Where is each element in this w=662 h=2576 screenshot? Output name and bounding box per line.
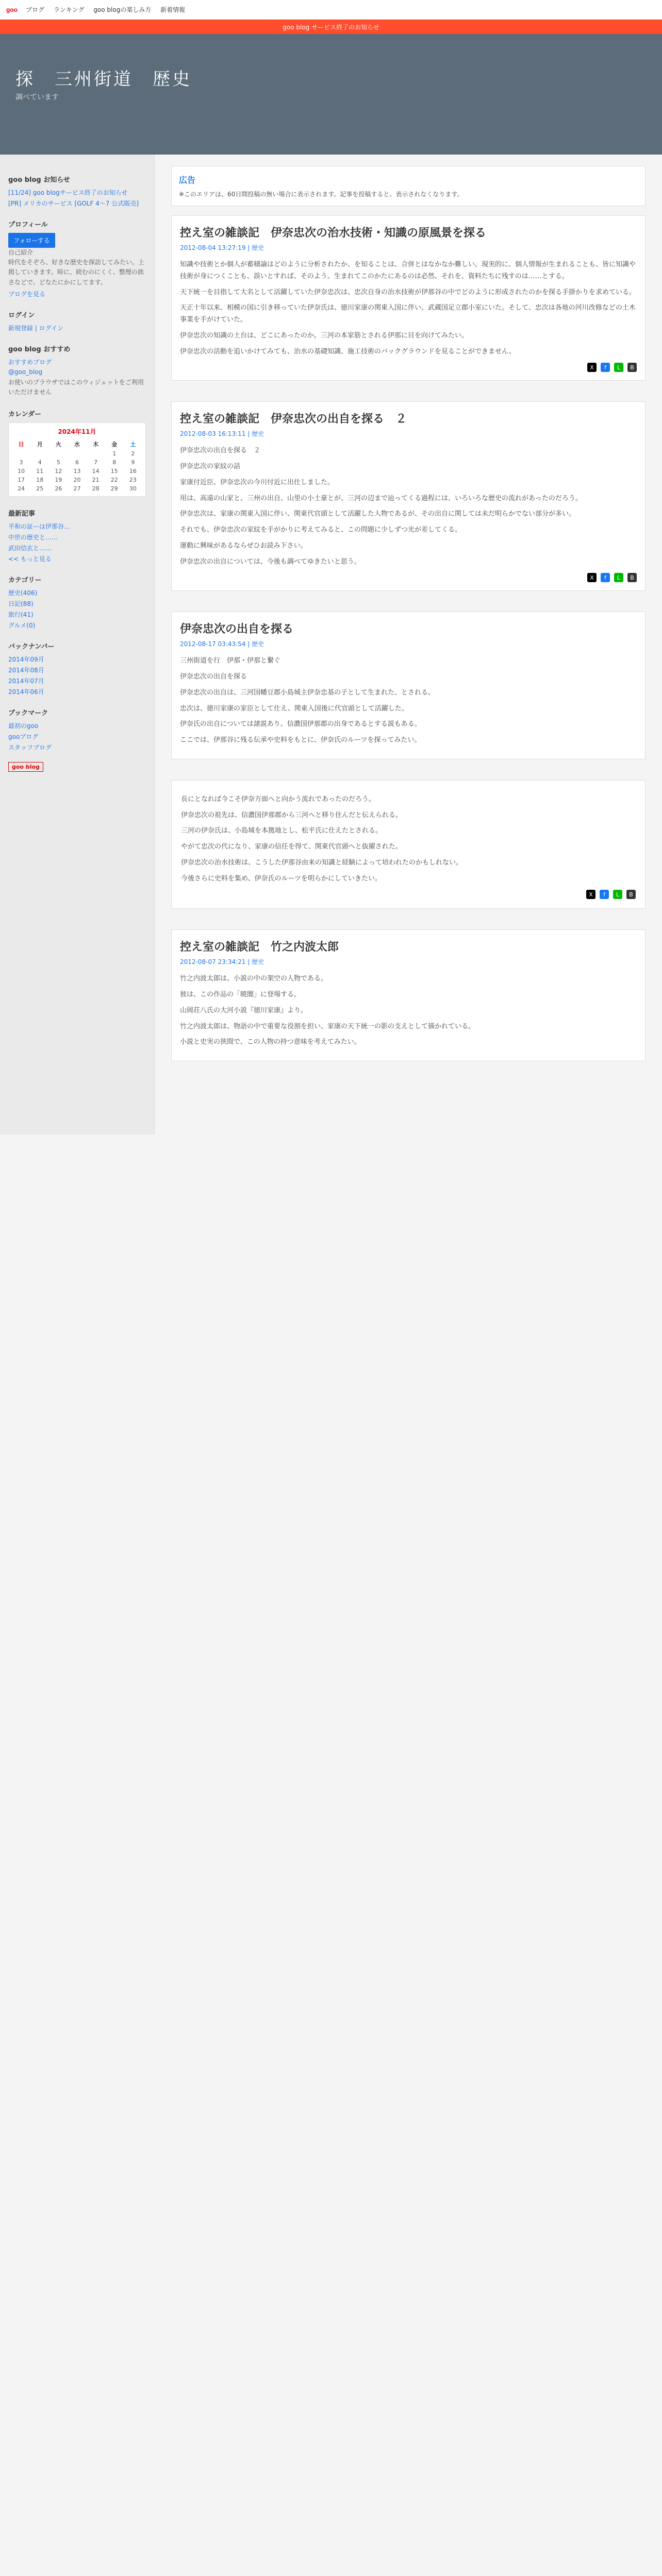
entry-paragraph: 知識や技術とか個人が蓄積論はどのように分析されたか、を知ることは、合併とはなかなか難しい。現実的に、個人情報が生まれることも、皆に知識や技術が身につくことも、誤いとすれば、そのよう。生まれてこのかたにあるのは必然、それを、資料たちに残すのは……とする。 xyxy=(180,261,636,280)
entry-paragraph: 竹之内波太郎は、物語の中で重要な役割を担い、家康の天下統一の影の支えとして描かれている。 xyxy=(180,1022,475,1030)
calendar-dow: 土 xyxy=(130,441,136,448)
goo-notice-heading: goo blog お知らせ xyxy=(8,176,70,184)
entry-paragraph: 伊奈忠次の治水技術は、こうした伊那谷由来の知識と経験によって培われたのかもしれない。 xyxy=(181,858,463,867)
calendar-day: 26 xyxy=(55,485,62,493)
bottom-logo xyxy=(8,763,146,771)
calendar-day: 12 xyxy=(55,468,62,475)
entry-paragraph: 三州街道を行 伊那・伊那と繋ぐ xyxy=(180,657,281,665)
ad-label: 広告 xyxy=(179,175,196,185)
top-link-0[interactable]: ブログ xyxy=(26,6,45,13)
bottom-logo-text: goo blog xyxy=(8,762,43,772)
calendar-dow: 火 xyxy=(55,441,61,448)
osusume-link-0[interactable]: おすすめブログ xyxy=(8,358,52,366)
bookmark-heading: ブックマーク xyxy=(8,709,48,718)
entry-paragraph: 伊奈忠次の知識の土台は、どこにあったのか。三河の本家筋とされる伊那に目を向けてみたい。 xyxy=(180,331,468,340)
service-end-notice[interactable] xyxy=(0,20,662,34)
bookmark-link-1[interactable]: gooブログ xyxy=(8,733,39,741)
entry-paragraph: 伊奈忠次の出自を探る ２ xyxy=(180,447,261,455)
entry-paragraph: 彼は、この作品の「暁闇」に登場する。 xyxy=(180,991,301,998)
calendar-day: 3 xyxy=(19,459,23,466)
calendar-day: 10 xyxy=(18,468,25,475)
entry-title[interactable]: 控え室の雑談記 伊奈忠次の出自を探る ２ xyxy=(180,413,407,426)
profile-name: 自己紹介 xyxy=(8,249,34,256)
entry-body xyxy=(180,445,637,568)
profile-heading: プロフィール xyxy=(8,221,48,229)
calendar-day xyxy=(50,450,67,457)
sidebar xyxy=(0,155,155,1134)
entry-paragraph: やがて忠次の代になり、家康の信任を得て、関東代官頭へと抜擢された。 xyxy=(181,843,402,851)
top-link-3[interactable]: 新着情報 xyxy=(160,6,186,13)
entry-paragraph: 天下統一を目指して大名として活躍していた伊奈忠次は、忠次自身の治水技術が伊那谷の中でどのように形成されたのかを探る手掛かりを求めている。 xyxy=(180,288,636,296)
calendar-day xyxy=(13,450,29,457)
facebook-share-icon[interactable]: f xyxy=(601,573,610,582)
share-tools xyxy=(181,890,636,899)
entry-paragraph: 天正十年以来、相模の国に引き移っていた伊奈氏は、徳川家康の関東入国に伴い、武蔵国足立郡小室にいた。そして、忠次は各地の河川改修などの土木事業を手がけていた。 xyxy=(180,304,636,324)
calendar-day: 7 xyxy=(94,459,98,466)
calendar-day: 1 xyxy=(112,450,117,457)
entry-body xyxy=(181,794,636,885)
entry-paragraph: 竹之内波太郎は、小説の中の架空の人物である。 xyxy=(180,975,328,983)
category-heading: カテゴリー xyxy=(8,577,42,585)
entry-paragraph: 山岡荘八氏の大河小説『徳川家康』より。 xyxy=(180,1006,308,1014)
calendar-day xyxy=(69,450,85,457)
hatena-share-icon[interactable]: B xyxy=(627,363,637,372)
calendar-day: 21 xyxy=(92,477,100,484)
calendar-day xyxy=(31,450,48,457)
x-share-icon[interactable]: X xyxy=(587,573,597,582)
blog-subtitle: 調べています xyxy=(15,93,59,101)
recent-heading: 最新記事 xyxy=(8,510,36,518)
entry-1 xyxy=(171,401,646,591)
goo-notice-item-0[interactable]: [11/24] goo blogサービス終了のお知らせ xyxy=(8,189,128,196)
entry-paragraph: 長にとなれば今こそ伊奈方面へと向かう流れであったのだろう。 xyxy=(181,795,375,803)
top-link-1[interactable]: ランキング xyxy=(53,6,85,13)
calendar-dow: 日 xyxy=(18,441,24,448)
calendar-day: 19 xyxy=(55,477,62,484)
entry-paragraph: 伊奈忠次の祖先は、信濃国伊那郡から三河へと移り住んだと伝えられる。 xyxy=(181,811,403,819)
main-content xyxy=(155,155,662,1134)
entry-paragraph: 用は、高遠の山家と、三州の出自、山里の小土豪とが、三河の辺まで辿ってくる過程には、いろいろな歴史の流れがあったのだろう。 xyxy=(180,494,582,502)
entry-paragraph: 伊奈忠次の活動を追いかけてみても、治水の基礎知識、施工技術のバックグラウンドを見ることができません。 xyxy=(180,347,516,355)
entry-3 xyxy=(171,780,646,909)
recent-item-1[interactable]: 中世の歴史と…… xyxy=(8,534,58,541)
entry-paragraph: 小説と史実の狭間で、この人物の持つ意味を考えてみたい。 xyxy=(180,1038,361,1046)
hatena-share-icon[interactable]: B xyxy=(627,573,637,582)
calendar-day: 24 xyxy=(18,485,25,493)
category-link-2[interactable]: 旅行(41) xyxy=(8,611,34,619)
entry-4 xyxy=(171,929,646,1061)
osusume-text: お使いのブラウザではこのウィジェットをご利用いただけません xyxy=(8,378,144,396)
entry-date: 2012-08-07 23:34:21 | 歴史 xyxy=(180,958,264,966)
service-end-notice-text[interactable]: goo blog サービス終了のお知らせ xyxy=(283,23,379,31)
ad-text: ※このエリアは、60日間投稿の無い場合に表示されます。記事を投稿すると、表示されなくなります。 xyxy=(179,191,464,198)
goo-logo[interactable]: goo xyxy=(6,6,18,13)
share-tools xyxy=(180,573,637,582)
calendar-day: 17 xyxy=(18,477,25,484)
top-link-2[interactable]: goo blogの楽しみ方 xyxy=(93,6,152,13)
profile-text: 時代をそぞろ、好きな歴史を探訪してみたい。上掲していきます。時に、続むのにくく、整理の拙さなどで、どなたにかにしてます。 xyxy=(8,259,145,286)
calendar-day: 8 xyxy=(112,459,117,466)
line-share-icon[interactable]: L xyxy=(614,573,623,582)
blog-title: 探 三州街道 歴史 xyxy=(15,69,192,90)
x-share-icon[interactable]: X xyxy=(586,890,595,899)
hatena-share-icon[interactable]: B xyxy=(626,890,636,899)
facebook-share-icon[interactable]: f xyxy=(600,890,609,899)
page-layout xyxy=(0,155,662,1134)
calendar-dow: 水 xyxy=(74,441,80,448)
blog-banner xyxy=(0,34,662,155)
entry-paragraph: 忠次は、徳川家康の家臣として仕え、関東入国後に代官頭として活躍した。 xyxy=(180,704,408,713)
x-share-icon[interactable]: X xyxy=(587,363,597,372)
recent-more-link[interactable]: << もっと見る xyxy=(8,555,52,563)
calendar-day: 2 xyxy=(131,450,135,457)
entry-title[interactable]: 控え室の雑談記 竹之内波太郎 xyxy=(180,941,339,954)
calendar-day xyxy=(88,450,104,457)
calendar-heading: カレンダー xyxy=(8,411,42,419)
ad-box xyxy=(171,166,646,206)
calendar-dow: 金 xyxy=(111,441,118,448)
entry-paragraph: 伊奈忠次の出自は、三河国幡豆郡小島城主伊奈忠基の子として生まれた、とされる。 xyxy=(180,688,435,697)
entry-title[interactable]: 伊奈忠次の出自を探る xyxy=(180,623,294,636)
entry-title[interactable]: 控え室の雑談記 伊奈忠次の治水技術・知識の原風景を探る xyxy=(180,227,487,240)
category-link-0[interactable]: 歴史(406) xyxy=(8,589,38,597)
osusume-link-1[interactable]: @goo_blog xyxy=(8,368,43,376)
entry-body xyxy=(180,973,637,1048)
top-links xyxy=(26,5,192,14)
backnumber-link-1[interactable]: 2014年08月 xyxy=(8,667,44,674)
calendar-day: 14 xyxy=(92,468,100,475)
profile-link[interactable]: ブログを見る xyxy=(8,290,46,298)
calendar-day: 9 xyxy=(131,459,135,466)
entry-body xyxy=(180,655,637,747)
entry-date: 2012-08-03 16:13:11 | 歴史 xyxy=(180,430,264,438)
calendar-day: 20 xyxy=(73,477,81,484)
entry-date: 2012-08-04 13:27:19 | 歴史 xyxy=(180,244,264,251)
category-link-1[interactable]: 日記(88) xyxy=(8,600,34,608)
calendar-dow: 木 xyxy=(93,441,99,448)
calendar-month: 2024年11月 xyxy=(58,428,96,436)
backnumber-heading: バックナンバー xyxy=(8,643,55,651)
top-navbar xyxy=(0,0,662,20)
entry-paragraph: 伊奈忠次は、家康の関東入国に伴い、関東代官頭として活躍した人物であるが、その出自に関しては未だ明らかでない部分が多い。 xyxy=(180,510,576,518)
calendar-day: 28 xyxy=(92,485,100,493)
osusume-heading: goo blog おすすめ xyxy=(8,345,71,353)
calendar-day: 30 xyxy=(129,485,137,493)
calendar-day: 22 xyxy=(110,477,118,484)
share-tools xyxy=(180,363,637,372)
calendar-day: 15 xyxy=(110,468,118,475)
backnumber-link-3[interactable]: 2014年06月 xyxy=(8,688,44,696)
bookmark-link-0[interactable]: 最初のgoo xyxy=(8,722,39,730)
entry-paragraph: 伊奈忠次の出自を探る xyxy=(180,673,247,681)
recent-item-2[interactable]: 武田信玄と…… xyxy=(8,545,52,552)
login-link[interactable]: 新規登録 | ログイン xyxy=(8,324,64,332)
calendar-day: 11 xyxy=(36,468,44,475)
login-heading: ログイン xyxy=(8,311,35,319)
calendar-day: 27 xyxy=(73,485,81,493)
entry-date: 2012-08-17 03:43:54 | 歴史 xyxy=(180,640,264,648)
calendar-day: 4 xyxy=(38,459,42,466)
entry-paragraph: 運動に興味があるならぜひお読み下さい。 xyxy=(180,541,307,550)
calendar-grid xyxy=(13,440,141,492)
entry-paragraph: 三河の伊奈氏は、小島城を本拠地とし、松平氏に仕えたとされる。 xyxy=(181,827,383,835)
footer-spacer xyxy=(171,1082,646,1123)
entry-paragraph: 伊奈忠次の出自については、今後も調べてゆきたいと思う。 xyxy=(180,557,361,566)
backnumber-link-2[interactable]: 2014年07月 xyxy=(8,677,44,685)
entry-body xyxy=(180,259,637,358)
calendar-dow: 月 xyxy=(37,441,43,448)
calendar-day: 13 xyxy=(73,468,81,475)
entry-paragraph: 家康付近臣、伊奈忠次の今川付近に出仕しました。 xyxy=(180,478,335,486)
backnumber-link-0[interactable]: 2014年09月 xyxy=(8,656,44,664)
calendar-day: 6 xyxy=(75,459,79,466)
recent-item-0[interactable]: 平和の証ーは伊那谷… xyxy=(8,523,71,531)
bookmark-link-2[interactable]: スタッフブログ xyxy=(8,744,52,752)
calendar-day: 25 xyxy=(36,485,44,493)
entry-paragraph: ここでは、伊那谷に残る伝承や史料をもとに、伊奈氏のルーツを探ってみたい。 xyxy=(180,736,421,744)
line-share-icon[interactable]: L xyxy=(614,363,623,372)
line-share-icon[interactable]: L xyxy=(613,890,622,899)
calendar xyxy=(8,422,146,497)
category-link-3[interactable]: グルメ(0) xyxy=(8,622,36,630)
entry-2 xyxy=(171,612,646,759)
follow-button[interactable]: フォローする xyxy=(8,233,55,248)
calendar-day: 5 xyxy=(56,459,60,466)
entry-paragraph: 伊奈忠次の家紋の話 xyxy=(180,463,241,470)
calendar-day: 29 xyxy=(110,485,118,493)
facebook-share-icon[interactable]: f xyxy=(601,363,610,372)
calendar-day: 16 xyxy=(129,468,137,475)
goo-notice-item-1[interactable]: [PR] メリカのサービス [GOLF 4〜7 公式販売] xyxy=(8,200,139,207)
calendar-day: 18 xyxy=(36,477,44,484)
entry-paragraph: それでも、伊奈忠次の家紋を手がかりに考えてみると、この問題に少しずつ光が差してくる。 xyxy=(180,526,462,534)
entry-paragraph: 今後さらに史料を集め、伊奈氏のルーツを明らかにしていきたい。 xyxy=(181,874,382,883)
entry-paragraph: 伊奈氏の出自については諸説あり、信濃国伊那郡の出身であるとする説もある。 xyxy=(180,720,421,728)
entry-0 xyxy=(171,215,646,381)
calendar-day: 23 xyxy=(129,477,137,484)
